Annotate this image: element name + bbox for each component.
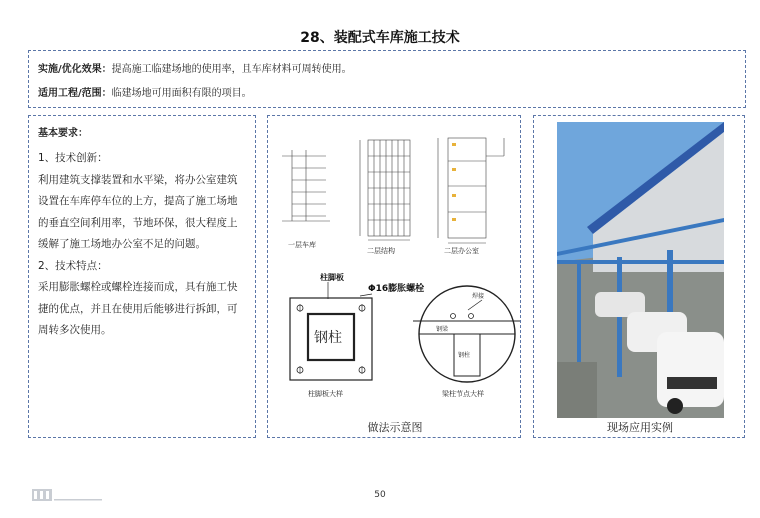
item2-text: 采用膨胀螺栓或螺栓连接而成，具有施工快捷的优点，并且在使用后能够进行拆卸，可周转多次使用。 (38, 281, 238, 336)
photo-box (533, 115, 745, 438)
label-baseplate-detail: 柱脚板大样 (308, 390, 343, 398)
scope-text: 临建场地可用面积有限的项目。 (111, 88, 252, 99)
label-joint-detail: 梁柱节点大样 (442, 390, 484, 398)
construction-diagram (268, 116, 520, 416)
diagram-caption: 做法示意图 (367, 421, 423, 434)
diagram-box (267, 115, 521, 438)
scope-line (38, 84, 252, 99)
joint-drawing (413, 286, 520, 382)
effect-text: 提高施工临建场地的使用率，且车库材料可周转使用。 (111, 64, 352, 75)
requirements-heading: 基本要求： (38, 128, 88, 139)
label-baseplate: 柱脚板 (320, 273, 344, 282)
label-office2: 二层办公室 (444, 247, 479, 255)
effect-line (38, 60, 352, 75)
label-struct2: 二层结构 (367, 247, 395, 255)
label-weld: 焊接 (472, 293, 485, 300)
item2-title: 2、技术特点： (38, 259, 108, 272)
site-photo (557, 122, 724, 418)
effect-label: 实施/优化效果： (38, 64, 112, 75)
office2-drawing (438, 138, 504, 243)
page-title: 28、装配式车库施工技术 (300, 30, 460, 46)
label-column-small: 钢柱 (458, 352, 471, 359)
label-beam: 钢梁 (436, 326, 449, 333)
photo-caption: 现场应用实例 (607, 421, 673, 434)
label-column: 钢柱 (314, 330, 342, 346)
structure2-drawing (360, 140, 410, 240)
label-bolt: Φ16膨胀螺栓 (368, 284, 425, 294)
floor1-drawing (282, 150, 330, 221)
item1-title: 1、技术创新： (38, 152, 108, 164)
label-floor1: 一层车库 (288, 241, 316, 249)
page-number: 50 (374, 490, 386, 500)
requirements-box (28, 115, 256, 438)
scope-label: 适用工程/范围： (38, 88, 112, 99)
summary-box (28, 50, 746, 108)
garage-photo-illustration (557, 122, 724, 418)
item1-text: 利用建筑支撑装置和水平梁，将办公室建筑设置在车库停车位的上方，提高了施工场地的垂直空间利用率，节地环保，很大程度上缓解了施工场地办公室不足的问题。 (38, 173, 238, 250)
